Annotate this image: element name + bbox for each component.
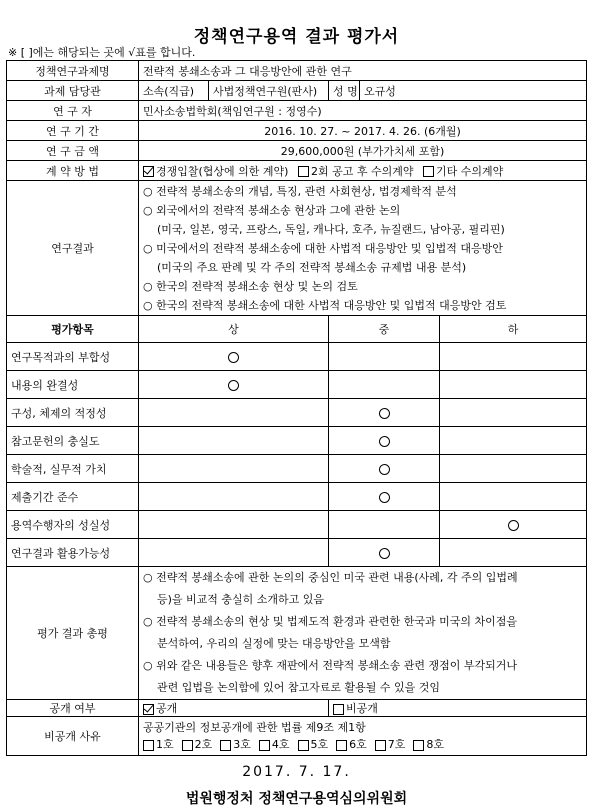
rating-cell-high bbox=[139, 483, 329, 511]
evaluation-row bbox=[7, 511, 587, 539]
amount-row bbox=[7, 141, 587, 161]
nondisclosure-item bbox=[413, 738, 444, 751]
nondisclosure-item-checkbox[interactable] bbox=[220, 740, 231, 751]
results-line: ○ 미국에서의 전략적 봉쇄소송에 대한 사법적 대응방안 및 입법적 대응방안 bbox=[143, 241, 503, 255]
contract-label: 계 약 방 법 bbox=[7, 161, 139, 181]
results-line: (미국의 주요 판례 및 각 주의 전략적 봉쇄소송 규제법 내용 분석) bbox=[157, 260, 467, 274]
evaluation-item-label: 연구목적과의 부합성 bbox=[7, 343, 139, 371]
rating-cell-mid bbox=[329, 511, 440, 539]
rating-cell-low bbox=[440, 371, 587, 399]
rating-cell-low bbox=[440, 427, 587, 455]
rating-mark bbox=[379, 548, 390, 559]
evaluation-row bbox=[7, 343, 587, 371]
nondisclosure-item bbox=[298, 738, 329, 751]
rating-cell-mid bbox=[329, 343, 440, 371]
rating-cell-mid bbox=[329, 371, 440, 399]
nondisclosure-row bbox=[7, 717, 587, 756]
amount-label: 연 구 금 액 bbox=[7, 141, 139, 161]
rating-cell-high bbox=[139, 399, 329, 427]
nondisclosure-item-checkbox[interactable] bbox=[143, 740, 154, 751]
summary-line: ○ 위와 같은 내용들은 향후 재판에서 전략적 봉쇄소송 관련 쟁점이 부각되거나 bbox=[143, 659, 517, 672]
nondisclosure-item-checkbox[interactable] bbox=[182, 740, 193, 751]
manager-label: 과제 담당관 bbox=[7, 81, 139, 101]
nondisclosure-item bbox=[375, 738, 406, 751]
rating-mark bbox=[379, 492, 390, 503]
summary-row bbox=[7, 567, 587, 700]
public-checkbox[interactable] bbox=[143, 704, 154, 715]
nondisclosure-item-label: 4호 bbox=[271, 738, 290, 751]
contract-option-3-label: 기타 수의계약 bbox=[435, 164, 504, 178]
results-content bbox=[139, 181, 587, 316]
disclosure-private bbox=[329, 700, 587, 717]
results-line: (미국, 일본, 영국, 프랑스, 독일, 캐나다, 호주, 뉴질랜드, 남아공, 필리핀) bbox=[157, 222, 505, 236]
dept-value: 사법정책연구원(판사) bbox=[209, 81, 329, 101]
results-line: ○ 한국의 전략적 봉쇄소송에 대한 사법적 대응방안 및 입법적 대응방안 검토 bbox=[143, 298, 507, 312]
nondisclosure-item-label: 8호 bbox=[426, 738, 444, 751]
rating-cell-high bbox=[139, 343, 329, 371]
rating-cell-high bbox=[139, 371, 329, 399]
disclosure-label: 공개 여부 bbox=[7, 700, 139, 717]
summary-line: 등)을 비교적 충실히 소개하고 있음 bbox=[157, 593, 325, 606]
contract-options bbox=[139, 161, 587, 181]
results-line: ○ 전략적 봉쇄소송의 개념, 특징, 관련 사회현상, 법경제학적 분석 bbox=[143, 184, 457, 198]
nondisclosure-item-checkbox[interactable] bbox=[298, 740, 309, 751]
rating-cell-high bbox=[139, 427, 329, 455]
manager-row bbox=[7, 81, 587, 101]
document-title: 정책연구용역 결과 평가서 bbox=[193, 27, 400, 47]
evaluation-row bbox=[7, 455, 587, 483]
researcher-label: 연 구 자 bbox=[7, 101, 139, 121]
evaluation-item-label: 용역수행자의 성실성 bbox=[7, 511, 139, 539]
nondisclosure-item-label: 7호 bbox=[387, 738, 406, 751]
rating-mark bbox=[379, 408, 390, 419]
evaluation-row bbox=[7, 399, 587, 427]
rating-cell-low bbox=[440, 343, 587, 371]
rating-cell-high bbox=[139, 539, 329, 567]
evaluation-item-label: 학술적, 실무적 가치 bbox=[7, 455, 139, 483]
eval-header-high: 상 bbox=[139, 316, 329, 343]
rating-mark bbox=[228, 352, 239, 363]
issuing-organization: 법원행정처 정책연구용역심의위원회 bbox=[185, 791, 408, 807]
summary-content bbox=[139, 567, 587, 700]
evaluation-item-label: 참고문헌의 충실도 bbox=[7, 427, 139, 455]
evaluation-rows bbox=[7, 343, 587, 567]
name-label: 성 명 bbox=[329, 81, 360, 101]
disclosure-public bbox=[139, 700, 329, 717]
evaluation-row bbox=[7, 539, 587, 567]
rating-mark bbox=[508, 520, 519, 531]
evaluation-item-label: 구성, 체제의 적정성 bbox=[7, 399, 139, 427]
nondisclosure-item-checkbox[interactable] bbox=[259, 740, 270, 751]
nondisclosure-content bbox=[139, 717, 587, 756]
contract-option-1-checkbox[interactable] bbox=[143, 166, 154, 177]
nondisclosure-item bbox=[220, 738, 251, 751]
project-name-row bbox=[7, 61, 587, 81]
rating-cell-low bbox=[440, 539, 587, 567]
summary-label: 평가 결과 총평 bbox=[7, 567, 139, 700]
instruction-note: ※ [ ]에는 해당되는 곳에 √표를 합니다. bbox=[8, 46, 196, 59]
name-value: 오규성 bbox=[360, 81, 587, 101]
nondisclosure-item-label: 5호 bbox=[310, 738, 329, 751]
nondisclosure-label: 비공개 사유 bbox=[7, 717, 139, 756]
rating-cell-low bbox=[440, 399, 587, 427]
public-label: 공개 bbox=[156, 702, 178, 715]
evaluation-row bbox=[7, 371, 587, 399]
nondisclosure-item-label: 1호 bbox=[156, 738, 174, 751]
rating-cell-mid bbox=[329, 455, 440, 483]
evaluation-row bbox=[7, 427, 587, 455]
contract-option-3-checkbox[interactable] bbox=[423, 166, 434, 177]
rating-cell-low bbox=[440, 455, 587, 483]
evaluation-row bbox=[7, 483, 587, 511]
rating-cell-mid bbox=[329, 539, 440, 567]
researcher-row bbox=[7, 101, 587, 121]
period-label: 연 구 기 간 bbox=[7, 121, 139, 141]
disclosure-row bbox=[7, 700, 587, 717]
nondisclosure-item-label: 3호 bbox=[233, 738, 251, 751]
results-label: 연구결과 bbox=[7, 181, 139, 316]
private-checkbox[interactable] bbox=[333, 704, 344, 715]
document-date: 2017. 7. 17. bbox=[242, 764, 351, 780]
rating-cell-low bbox=[440, 483, 587, 511]
nondisclosure-item bbox=[182, 738, 213, 751]
eval-header-low: 하 bbox=[440, 316, 587, 343]
nondisclosure-law: 공공기관의 정보공개에 관한 법률 제9조 제1항 bbox=[143, 721, 366, 734]
nondisclosure-item-label: 2호 bbox=[194, 738, 213, 751]
summary-line: ○ 전략적 봉쇄소송의 현상 및 법제도적 환경과 관련한 한국과 미국의 차이점을 bbox=[143, 615, 517, 628]
rating-mark bbox=[228, 380, 239, 391]
dept-label: 소속(직급) bbox=[139, 81, 209, 101]
contract-option-2-label: 2회 공고 후 수의계약 bbox=[310, 164, 414, 178]
results-line: ○ 한국의 전략적 봉쇄소송 현상 및 논의 검토 bbox=[143, 279, 358, 293]
contract-option-1-label: 경쟁입찰(협상에 의한 계약) bbox=[156, 164, 289, 178]
project-name-label: 정책연구과제명 bbox=[7, 61, 139, 81]
rating-cell-high bbox=[139, 511, 329, 539]
nondisclosure-item bbox=[336, 738, 367, 751]
researcher-value: 민사소송법학회(책임연구원 : 정영수) bbox=[139, 101, 587, 121]
nondisclosure-items bbox=[143, 736, 582, 753]
rating-mark bbox=[379, 464, 390, 475]
amount-value: 29,600,000원 (부가가치세 포함) bbox=[139, 141, 587, 161]
private-label: 비공개 bbox=[346, 702, 378, 715]
nondisclosure-item bbox=[259, 738, 290, 751]
results-line: ○ 외국에서의 전략적 봉쇄소송 현상과 그에 관한 논의 bbox=[143, 203, 401, 217]
eval-header-mid: 중 bbox=[329, 316, 440, 343]
nondisclosure-item-checkbox[interactable] bbox=[413, 740, 424, 751]
rating-cell-mid bbox=[329, 483, 440, 511]
rating-cell-mid bbox=[329, 399, 440, 427]
rating-cell-low bbox=[440, 511, 587, 539]
eval-header-item: 평가항목 bbox=[7, 316, 139, 343]
period-row bbox=[7, 121, 587, 141]
project-name-value: 전략적 봉쇄소송과 그 대응방안에 관한 연구 bbox=[139, 61, 587, 81]
evaluation-item-label: 연구결과 활용가능성 bbox=[7, 539, 139, 567]
evaluation-form bbox=[6, 60, 587, 756]
summary-line: 관련 입법을 논의함에 있어 참고자료로 활용될 수 있을 것임 bbox=[157, 681, 440, 694]
nondisclosure-item-label: 6호 bbox=[349, 738, 367, 751]
nondisclosure-item-checkbox[interactable] bbox=[375, 740, 386, 751]
rating-cell-mid bbox=[329, 427, 440, 455]
evaluation-item-label: 제출기간 준수 bbox=[7, 483, 139, 511]
summary-line: ○ 전략적 봉쇄소송에 관한 논의의 중심인 미국 관련 내용(사례, 각 주의 입법례 bbox=[143, 571, 518, 584]
nondisclosure-item-checkbox[interactable] bbox=[336, 740, 347, 751]
evaluation-header-row bbox=[7, 316, 587, 343]
results-row bbox=[7, 181, 587, 316]
nondisclosure-item bbox=[143, 738, 174, 751]
rating-mark bbox=[379, 436, 390, 447]
contract-option-2-checkbox[interactable] bbox=[298, 166, 309, 177]
period-value: 2016. 10. 27. ~ 2017. 4. 26. (6개월) bbox=[139, 121, 587, 141]
evaluation-item-label: 내용의 완결성 bbox=[7, 371, 139, 399]
contract-row bbox=[7, 161, 587, 181]
rating-cell-high bbox=[139, 455, 329, 483]
summary-line: 분석하여, 우리의 실정에 맞는 대응방안을 모색함 bbox=[157, 637, 391, 650]
